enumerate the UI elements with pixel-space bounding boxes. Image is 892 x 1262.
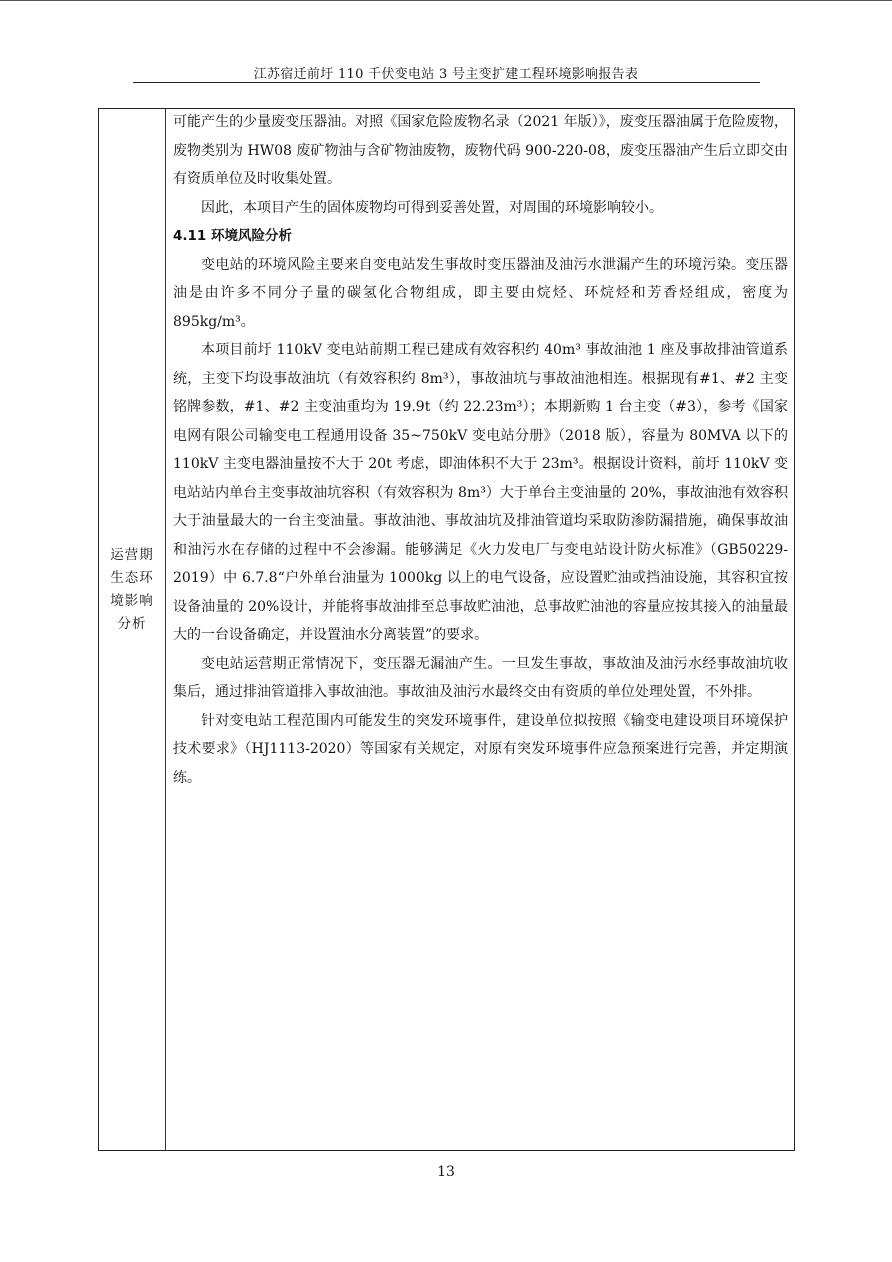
row-label-operation-ecological-impact <box>99 544 165 636</box>
paragraph-waste-oil: 可能产生的少量废变压器油。对照《国家危险废物名录（2021 年版）》，废变压器油属于危险废物，废物类别为 HW08 废矿物油与含矿物油废物，废物代码 900-220-08，废变压器油产生后立即交由有资质单位及时收集处置。 <box>173 114 788 187</box>
page-top-border <box>0 0 892 1</box>
section-heading-environmental-risk: 4.11 环境风险分析 <box>173 228 293 244</box>
paragraph-emergency-plan: 针对变电站工程范围内可能发生的突发环境事件，建设单位拟按照《输变电建设项目环境保护技术要求》（HJ1113-2020）等国家有关规定，对原有突发环境事件应急预案进行完善，并定期演练。 <box>173 712 788 786</box>
row-label-line: 境影响 <box>110 593 154 609</box>
paragraph-operation-normal: 变电站运营期正常情况下，变压器无漏油产生。一旦发生事故，事故油及油污水经事故油坑收集后，通过排油管道排入事故油池。事故油及油污水最终交由有资质的单位处理处置，不外排。 <box>173 655 788 700</box>
row-label-line: 生态环 <box>110 570 154 586</box>
row-label-line: 运营期 <box>110 547 154 563</box>
paragraph-accident-oil-facilities: 本项目前圩 110kV 变电站前期工程已建成有效容积约 40m³ 事故油池 1 座及事故排油管道系统，主变下均设事故油坑（有效容积约 8m³），事故油坑与事故油池相连。根据现有#1、#2 主变铭牌参数，#1、#2 主变油重均为 19.9t（约 22.23m³）；本期新购 1 台主变（#3），参考《国家电网有限公司输变电工程通用设备 35~750kV 变电站分册》（2018 版），容量为 80MVA 以下的 110kV 主变电器油量按不大于 20t 考虑，即油体积不大于 23m³。根据设计资料，前圩 110kV 变电站站内单台主变事故油坑容积（有效容积为 8m³）大于单台主变油量的 20%，事故油池有效容积大于油量最大的一台主变油量。事故油池、事故油坑及排油管道均采取防渗防漏措施，确保事故油和油污水在存储的过程中不会渗漏。能够满足《火力发电厂与变电站设计防火标准》（GB50229-2019）中 6.7.8“户外单台油量为 1000kg 以上的电气设备，应设置贮油或挡油设施，其容积宜按设备油量的 20%设计，并能将事故油排至总事故贮油池，总事故贮油池的容量应按其接入的油量最大的一台设备确定，并设置油水分离装置”的要求。 <box>173 342 788 643</box>
header-rule <box>133 82 760 83</box>
column-divider <box>165 108 166 1151</box>
content-cell <box>173 108 788 792</box>
row-label-line: 分析 <box>117 616 147 632</box>
paragraph-risk-source: 变电站的环境风险主要来自变电站发生事故时变压器油及油污水泄漏产生的环境污染。变压器油是由许多不同分子量的碳氢化合物组成，即主要由烷烃、环烷烃和芳香烃组成，密度为895kg/m³。 <box>173 256 788 330</box>
document-header-title: 江苏宿迁前圩 110 千伏变电站 3 号主变扩建工程环境影响报告表 <box>253 67 639 82</box>
page-number: 13 <box>437 1164 455 1180</box>
paragraph-solid-waste-conclusion: 因此，本项目产生的固体废物均可得到妥善处置，对周围的环境影响较小。 <box>201 199 663 216</box>
